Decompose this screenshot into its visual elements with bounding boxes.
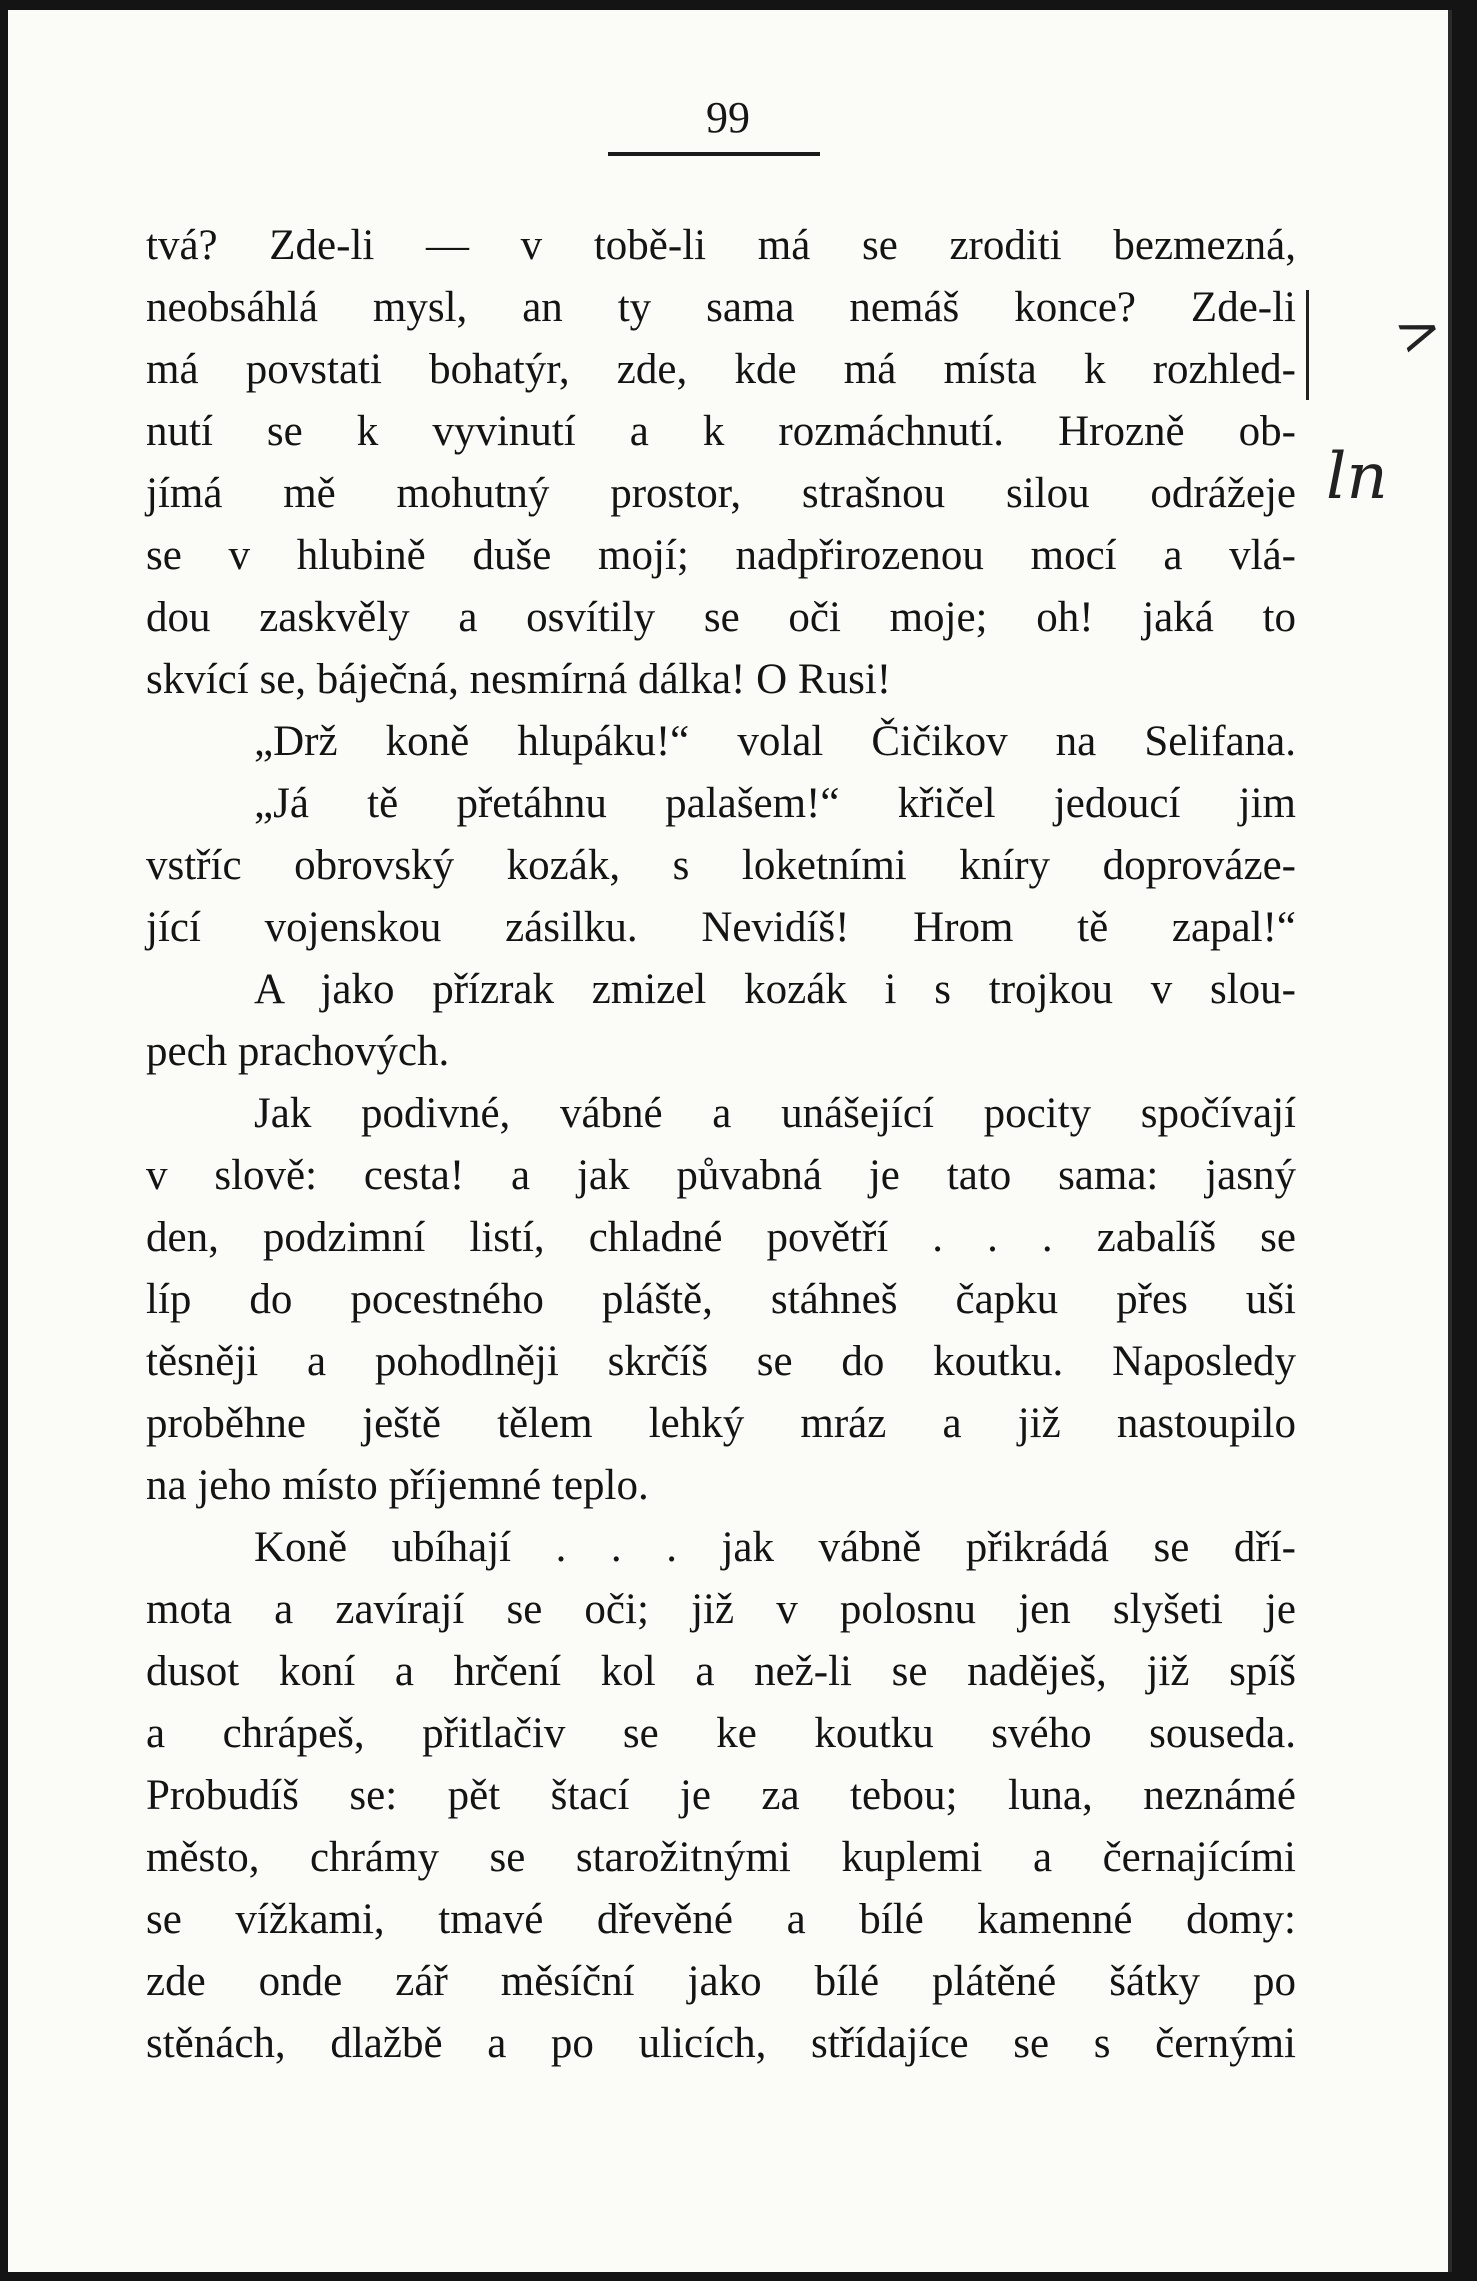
- text-line: nutí se k vyvinutí a k rozmáchnutí. Hrozně ob-: [146, 408, 1296, 455]
- text-line: jící vojenskou zásilku. Nevidíš! Hrom tě zapal!“: [146, 904, 1296, 951]
- text-line: dou zaskvěly a osvítily se oči moje; oh! jaká to: [146, 594, 1296, 641]
- body-text: [146, 215, 1296, 2075]
- text-line: Koně ubíhají . . . jak vábně přikrádá se dří-: [254, 1524, 1296, 1571]
- text-line: líp do pocestného pláště, stáhneš čapku přes uši: [146, 1276, 1296, 1323]
- text-line: město, chrámy se starožitnými kuplemi a černajícími: [146, 1834, 1296, 1881]
- margin-bracket: [1306, 290, 1315, 400]
- text-line: vstříc obrovský kozák, s loketními kníry doprováze-: [146, 842, 1296, 889]
- text-line: „Já tě přetáhnu palašem!“ křičel jedoucí jim: [254, 780, 1296, 827]
- text-line: proběhne ještě tělem lehký mráz a již nastoupilo: [146, 1400, 1296, 1447]
- text-line: má povstati bohatýr, zde, kde má místa k rozhled-: [146, 346, 1296, 393]
- page-number: 99: [706, 93, 750, 142]
- text-line: tvá? Zde-li — v tobě-li má se zroditi bezmezná,: [146, 222, 1296, 269]
- text-line: A jako přízrak zmizel kozák i s trojkou v slou-: [254, 966, 1296, 1013]
- text-line: jímá mě mohutný prostor, strašnou silou odrážeje: [146, 470, 1296, 517]
- text-line: den, podzimní listí, chladné povětří . . . zabalíš se: [146, 1214, 1296, 1261]
- margin-scribble: >: [1386, 294, 1451, 369]
- text-line: v slově: cesta! a jak půvabná je tato sama: jasný: [146, 1152, 1296, 1199]
- margin-handwriting: ln: [1326, 440, 1388, 514]
- text-line: se vížkami, tmavé dřevěné a bílé kamenné domy:: [146, 1896, 1296, 1943]
- text-line: skvící se, báječná, nesmírná dálka! O Rusi!: [146, 656, 892, 703]
- book-page: [8, 10, 1452, 2272]
- text-line: pech prachových.: [146, 1028, 450, 1075]
- text-line: zde onde zář měsíční jako bílé plátěné šátky po: [146, 1958, 1296, 2005]
- text-line: neobsáhlá mysl, an ty sama nemáš konce? Zde-li: [146, 284, 1296, 331]
- page-number-rule: [608, 152, 820, 156]
- text-line: těsněji a pohodlněji skrčíš se do koutku. Naposledy: [146, 1338, 1296, 1385]
- text-line: stěnách, dlažbě a po ulicích, střídajíce se s černými: [146, 2020, 1296, 2067]
- text-line: mota a zavírají se oči; již v polosnu jen slyšeti je: [146, 1586, 1296, 1633]
- text-line: a chrápeš, přitlačiv se ke koutku svého souseda.: [146, 1710, 1296, 1757]
- text-line: Probudíš se: pět štací je za tebou; luna, neznámé: [146, 1772, 1296, 1819]
- text-line: Jak podivné, vábné a unášející pocity spočívají: [254, 1090, 1296, 1137]
- text-line: se v hlubině duše mojí; nadpřirozenou mocí a vlá-: [146, 532, 1296, 579]
- text-line: dusot koní a hrčení kol a než-li se naděješ, již spíš: [146, 1648, 1296, 1695]
- text-line: na jeho místo příjemné teplo.: [146, 1462, 649, 1509]
- text-line: „Drž koně hlupáku!“ volal Čičikov na Selifana.: [254, 718, 1296, 765]
